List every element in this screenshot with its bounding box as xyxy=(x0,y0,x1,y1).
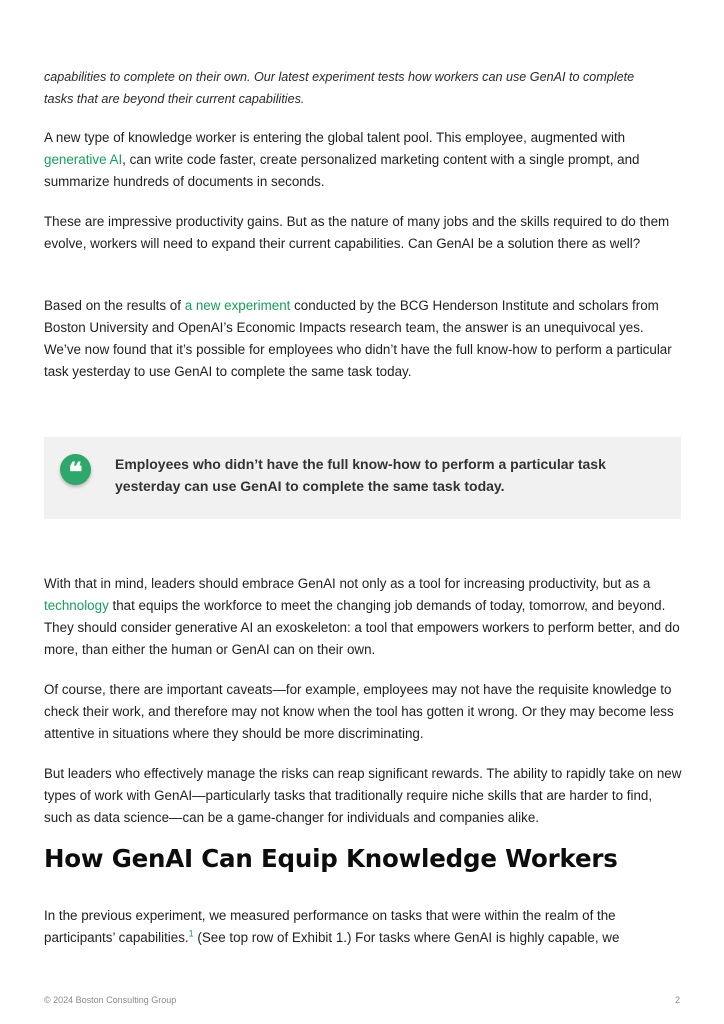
footnote-link-1[interactable]: 1 xyxy=(188,928,194,939)
paragraph-7-text-pre: In the previous experiment, we measured performance on tasks that were within the realm of the participants’ capabilities. xyxy=(44,908,616,945)
paragraph-3-text-pre: Based on the results of xyxy=(44,298,185,313)
paragraph-3 xyxy=(44,295,684,383)
paragraph-2: These are impressive productivity gains. But as the nature of many jobs and the skills required to do them evolve, workers will need to expand their current capabilities. Can GenAI be a solution there as well? xyxy=(44,214,670,251)
paragraph-5: Of course, there are important caveats—for example, employees may not have the requisite knowledge to check their work, and therefore may not know when the tool has gotten it wrong. Or they may become less attentive in situations where they should be more discriminating. xyxy=(44,682,674,741)
intro-line-2: tasks that are beyond their current capabilities. xyxy=(44,92,305,106)
intro-line-1: capabilities to complete on their own. Our latest experiment tests how workers can use GenAI to complete xyxy=(44,70,635,84)
footer-page-number: 2 xyxy=(674,995,680,1005)
paragraph-1 xyxy=(44,127,684,193)
footer-copyright: © 2024 Boston Consulting Group xyxy=(44,995,177,1005)
paragraph-7 xyxy=(44,905,684,949)
paragraph-7-text-post: (See top row of Exhibit 1.) For tasks where GenAI is highly capable, we xyxy=(193,930,620,945)
paragraph-4-text-pre: With that in mind, leaders should embrace GenAI not only as a tool for increasing productivity, but as a xyxy=(44,576,651,591)
paragraph-4 xyxy=(44,573,684,661)
paragraph-1-text-pre: A new type of knowledge worker is entering the global talent pool. This employee, augmented with xyxy=(44,130,626,145)
quote-icon: ❝ xyxy=(60,454,91,485)
paragraph-6: But leaders who effectively manage the risks can reap significant rewards. The ability to rapidly take on new types of work with GenAI—particularly tasks that traditionally require niche skills that are harder to find, such as data science—can be a game-changer for individuals and companies alike. xyxy=(44,766,682,825)
paragraph-3-text-post: conducted by the BCG Henderson Institute and scholars from Boston University and OpenAI’s Economic Impacts research team, the answer is an unequivocal yes. We’ve now found that it’s possible for employees who didn’t have the full know-how to perform a particular task yesterday to use GenAI to complete the same task today. xyxy=(44,298,672,379)
section-heading: How GenAI Can Equip Knowledge Workers xyxy=(44,844,618,873)
link-generative-ai[interactable]: generative AI xyxy=(44,152,123,167)
pull-quote xyxy=(44,437,681,519)
link-technology[interactable]: technology xyxy=(44,598,109,613)
link-new-experiment[interactable]: a new experiment xyxy=(184,298,291,313)
paragraph-1-text-post: , can write code faster, create personalized marketing content with a single prompt, and summarize hundreds of documents in seconds. xyxy=(44,152,640,189)
intro-text xyxy=(44,66,634,110)
paragraph-4-text-post: that equips the workforce to meet the changing job demands of today, tomorrow, and beyond. They should consider generative AI an exoskeleton: a tool that empowers workers to perform better, and do more, than either the human or GenAI can on their own. xyxy=(44,598,680,657)
pull-quote-text: Employees who didn’t have the full know-how to perform a particular task yesterday can use GenAI to complete the same task today. xyxy=(115,456,606,494)
